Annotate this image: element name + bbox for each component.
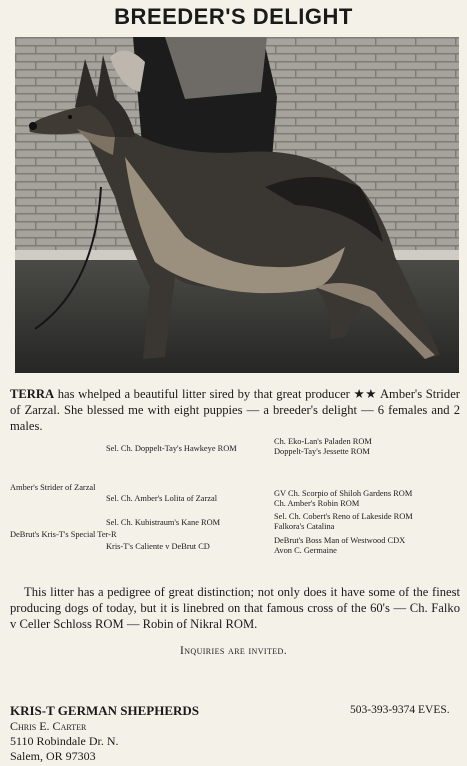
pedigree-ggp-4: Ch. Amber's Robin ROM (274, 499, 360, 508)
pedigree-sire: Amber's Strider of Zarzal (10, 483, 96, 492)
pedigree-ggp-1: Ch. Eko-Lan's Paladen ROM (274, 437, 372, 446)
city-address: Salem, OR 97303 (10, 749, 96, 763)
pedigree-ggp-8: Avon C. Germaine (274, 546, 337, 555)
intro-paragraph (10, 386, 460, 434)
pedigree-dam: DeBrut's Kris-T's Special Ter-R (10, 530, 117, 539)
dog-photo (15, 37, 459, 373)
kennel-name: KRIS-T GERMAN SHEPHERDS (10, 703, 200, 718)
pedigree-ggp-2: Doppelt-Tay's Jessette ROM (274, 447, 370, 456)
phone-number: 503-393-9374 EVES. (350, 704, 450, 716)
pedigree-sire-dam: Sel. Ch. Amber's Lolita of Zarzal (106, 494, 218, 503)
pedigree-ggp-3: GV Ch. Scorpio of Shiloh Gardens ROM (274, 489, 413, 498)
german-shepherd-image (15, 37, 459, 373)
pedigree-dam-sire: Sel. Ch. Kubistraum's Kane ROM (106, 518, 221, 527)
intro-text: has whelped a beautiful litter sired by that great producer ★★ Amber's Strider of Zarzal. She blessed me with eight puppies — a breeder's delight — 6 females and 2 males. (10, 387, 461, 433)
page-title: BREEDER'S DELIGHT (114, 4, 353, 29)
street-address: 5110 Robindale Dr. N. (10, 734, 119, 748)
pedigree-ggp-7: DeBrut's Boss Man of Westwood CDX (274, 536, 406, 545)
pedigree-ggp-5: Sel. Ch. Cobert's Reno of Lakeside ROM (274, 512, 413, 521)
pedigree-sire-sire: Sel. Ch. Doppelt-Tay's Hawkeye ROM (106, 444, 237, 453)
pedigree-ggp-6: Falkora's Catalina (274, 522, 335, 531)
owner-name: Chris E. Carter (10, 719, 87, 733)
dog-name: TERRA (10, 387, 55, 401)
pedigree-dam-dam: Kris-T's Caliente v DeBrut CD (106, 542, 210, 551)
inquiries-line: Inquiries are invited. (179, 645, 288, 657)
pedigree-paragraph: This litter has a pedigree of great distinction; not only does it have some of the finest producing dogs of today, but it is linebred on that famous cross of the 60's — Ch. Falko v Celler Schloss ROM — Robin of Nikral ROM. (10, 585, 460, 631)
